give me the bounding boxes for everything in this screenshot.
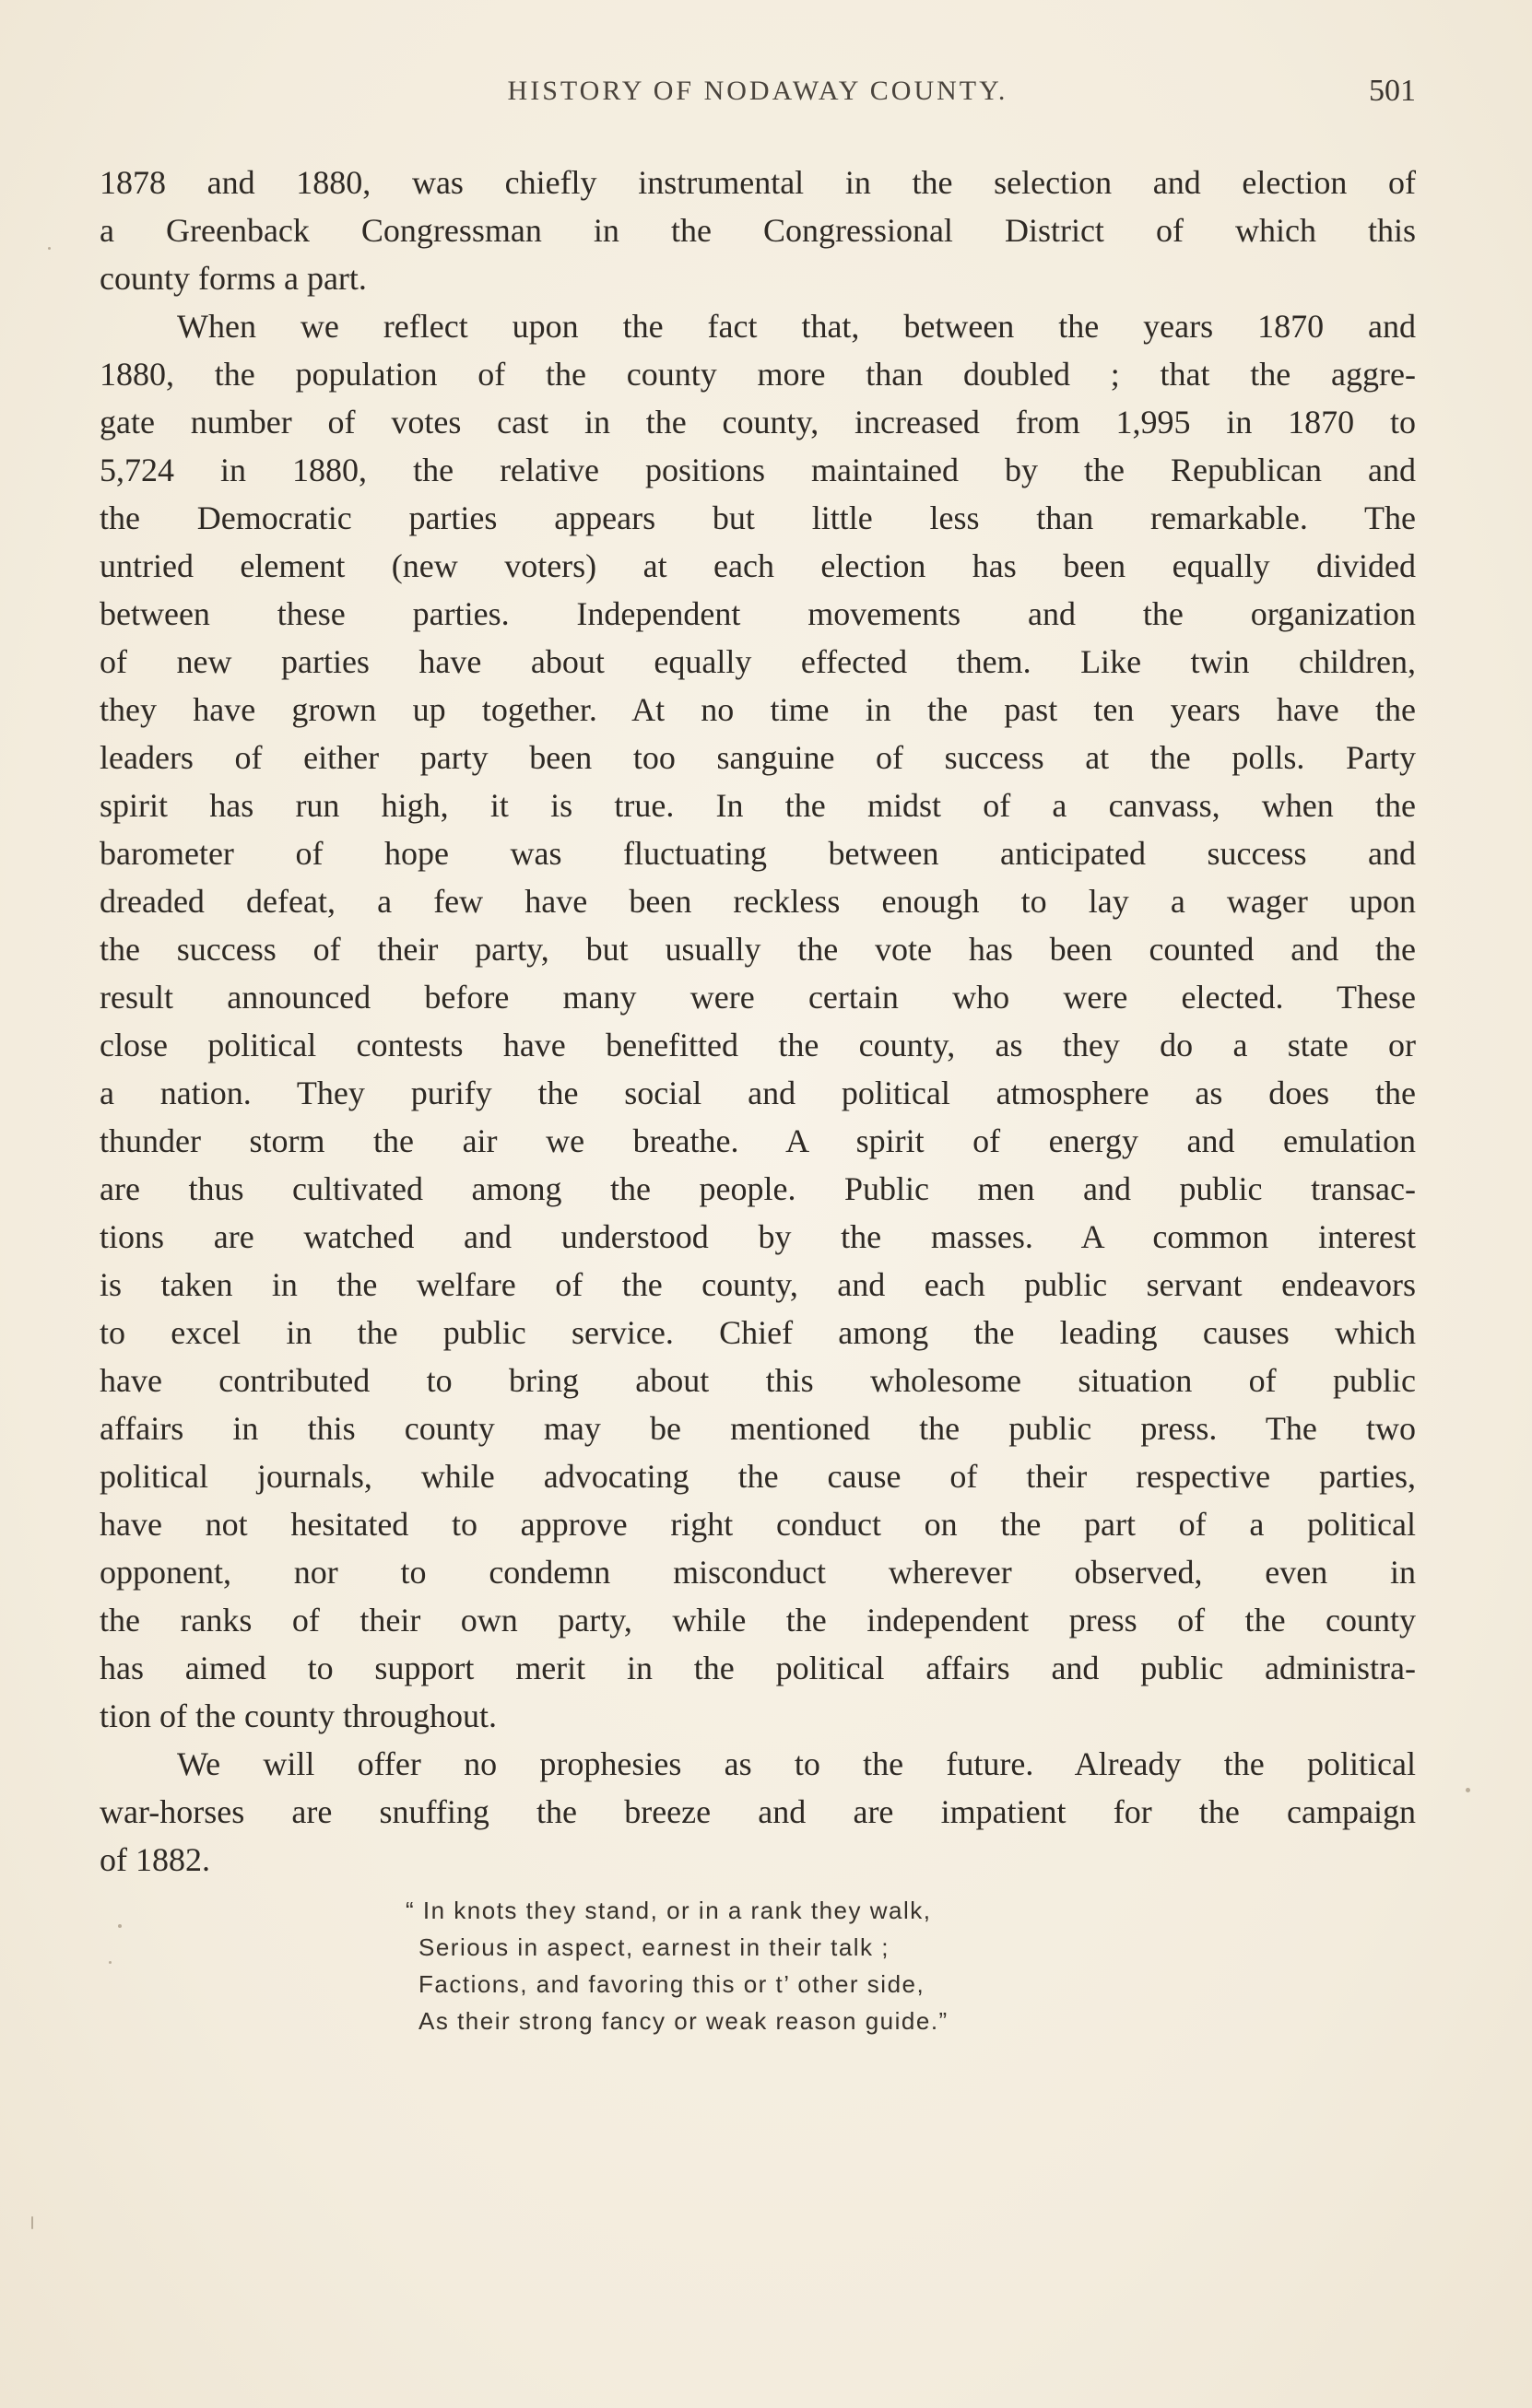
text-line: of new parties have about equally effected them. Like twin children, xyxy=(100,643,1416,680)
text-line: barometer of hope was fluctuating between anticipated success and xyxy=(100,835,1416,872)
text-line: are thus cultivated among the people. Public men and public transac- xyxy=(100,1170,1416,1207)
text-line: When we reflect upon the fact that, between the years 1870 and xyxy=(177,308,1416,345)
paper-speck xyxy=(31,2216,33,2229)
running-head xyxy=(100,76,1416,122)
text-line: political journals, while advocating the cause of their respective parties, xyxy=(100,1458,1416,1495)
verse-line: “ In knots they stand, or in a rank they walk, xyxy=(406,1897,932,1924)
paper-speck xyxy=(118,1924,122,1928)
verse-quotation xyxy=(406,1892,1235,2039)
text-line: have not hesitated to approve right conduct on the part of a political xyxy=(100,1506,1416,1543)
text-line: affairs in this county may be mentioned the public press. The two xyxy=(100,1410,1416,1447)
text-line: spirit has run high, it is true. In the midst of a canvass, when the xyxy=(100,787,1416,824)
text-line: of 1882. xyxy=(100,1841,210,1878)
text-line: tion of the county throughout. xyxy=(100,1697,497,1734)
verse-line: As their strong fancy or weak reason guide.” xyxy=(418,2007,949,2035)
text-line: the success of their party, but usually the vote has been counted and the xyxy=(100,931,1416,968)
text-line: thunder storm the air we breathe. A spirit of energy and emulation xyxy=(100,1122,1416,1159)
text-line: 1880, the population of the county more than doubled ; that the aggre- xyxy=(100,356,1416,393)
paper-speck xyxy=(109,1961,112,1964)
text-line: untried element (new voters) at each election has been equally divided xyxy=(100,547,1416,584)
running-title: HISTORY OF NODAWAY COUNTY. xyxy=(507,76,1008,106)
text-line: the ranks of their own party, while the independent press of the county xyxy=(100,1602,1416,1639)
paper-speck xyxy=(1466,1788,1470,1792)
text-line: has aimed to support merit in the political affairs and public administra- xyxy=(100,1650,1416,1686)
text-line: 5,724 in 1880, the relative positions maintained by the Republican and xyxy=(100,452,1416,488)
text-line: We will offer no prophesies as to the future. Already the political xyxy=(177,1745,1416,1782)
body-text xyxy=(100,159,1416,1884)
text-line: dreaded defeat, a few have been reckless enough to lay a wager upon xyxy=(100,883,1416,920)
text-line: is taken in the welfare of the county, and each public servant endeavors xyxy=(100,1266,1416,1303)
paper-speck xyxy=(48,247,51,250)
text-line: opponent, nor to condemn misconduct wherever observed, even in xyxy=(100,1554,1416,1591)
text-line: have contributed to bring about this wholesome situation of public xyxy=(100,1362,1416,1399)
text-line: county forms a part. xyxy=(100,260,367,297)
text-line: result announced before many were certain who were elected. These xyxy=(100,979,1416,1016)
text-line: leaders of either party been too sanguine of success at the polls. Party xyxy=(100,739,1416,776)
text-line: a nation. They purify the social and political atmosphere as does the xyxy=(100,1075,1416,1111)
text-line: gate number of votes cast in the county, increased from 1,995 in 1870 to xyxy=(100,404,1416,440)
text-line: they have grown up together. At no time in the past ten years have the xyxy=(100,691,1416,728)
text-line: close political contests have benefitted the county, as they do a state or xyxy=(100,1027,1416,1063)
page-number: 501 xyxy=(1369,74,1416,108)
text-line: between these parties. Independent movements and the organization xyxy=(100,595,1416,632)
verse-line: Serious in aspect, earnest in their talk ; xyxy=(418,1933,890,1961)
text-line: to excel in the public service. Chief among the leading causes which xyxy=(100,1314,1416,1351)
text-line: tions are watched and understood by the masses. A common interest xyxy=(100,1218,1416,1255)
text-line: a Greenback Congressman in the Congressional District of which this xyxy=(100,212,1416,249)
text-line: the Democratic parties appears but little less than remarkable. The xyxy=(100,499,1416,536)
text-line: 1878 and 1880, was chiefly instrumental in the selection and election of xyxy=(100,164,1416,201)
text-line: war-horses are snuffing the breeze and are impatient for the campaign xyxy=(100,1793,1416,1830)
verse-line: Factions, and favoring this or t’ other side, xyxy=(418,1970,925,1998)
